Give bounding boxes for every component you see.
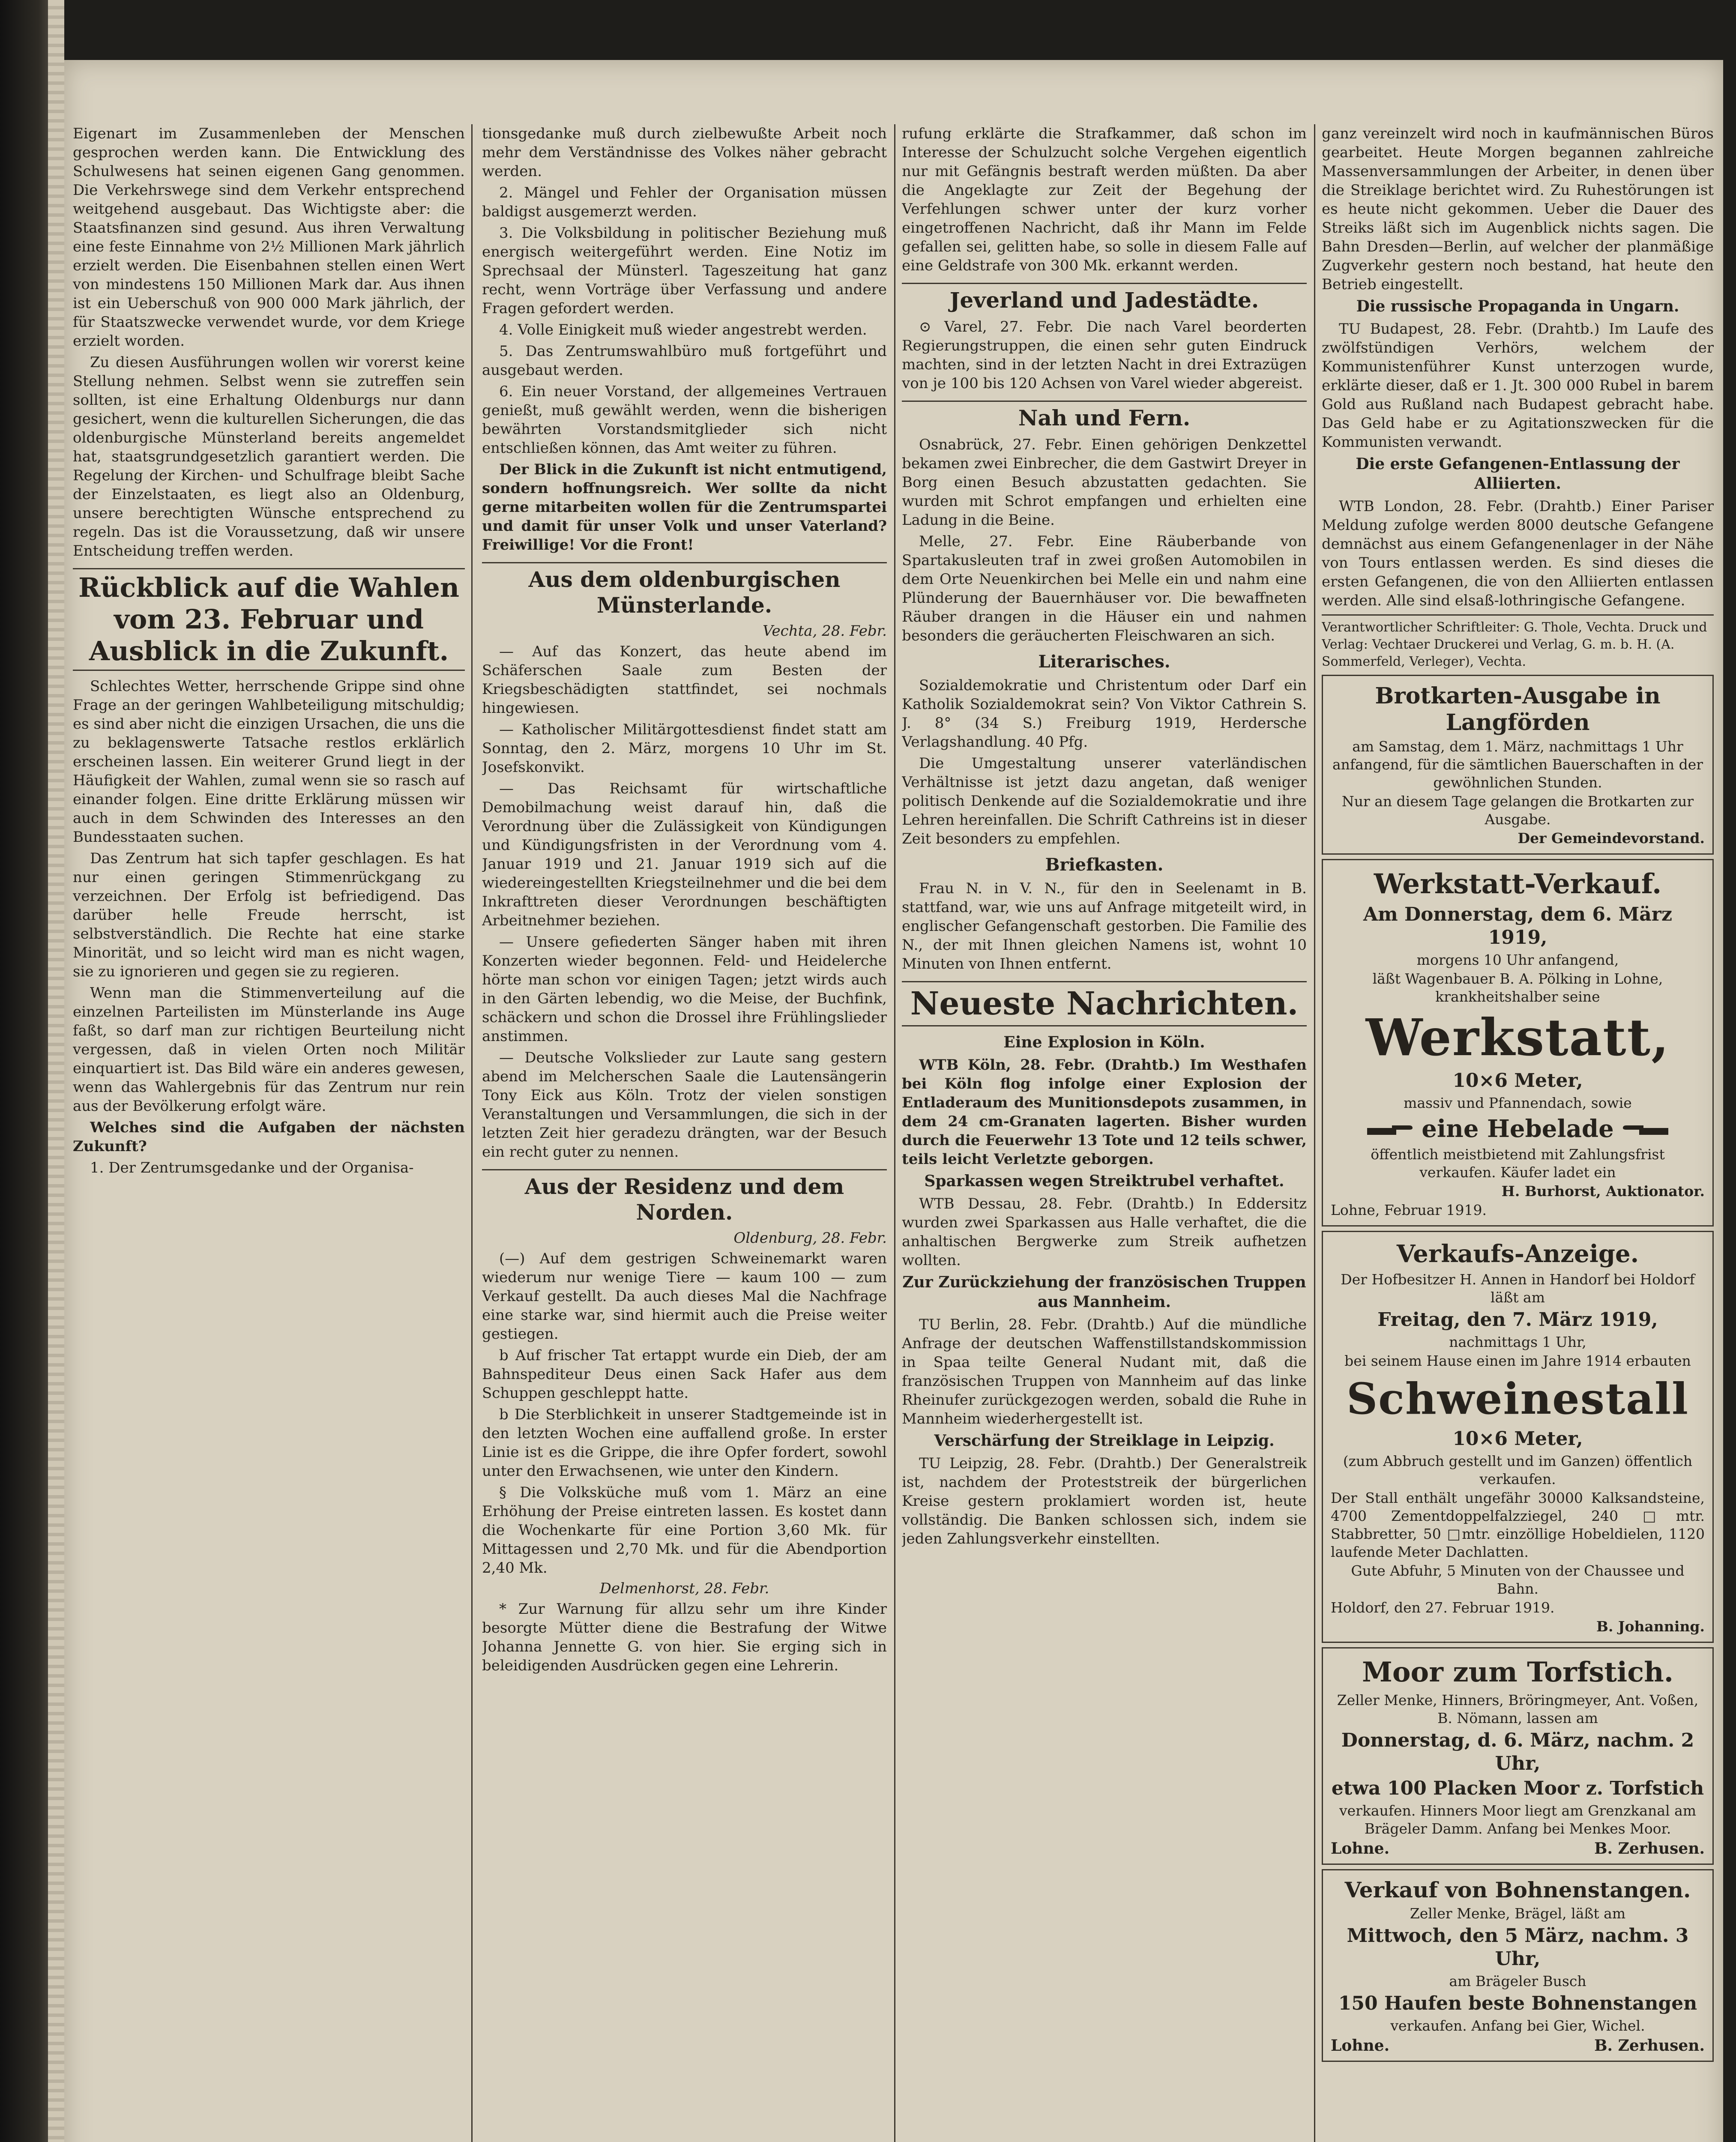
ad-signature: B. Johanning. xyxy=(1596,1618,1705,1635)
article-paragraph: Schlechtes Wetter, herrschende Grippe sind ohne Frage an der geringen Wahlbeteiligung mitschuldig; es sind aber nicht die einzigen Ursachen, die uns die zu beklagenswerte Tatsache restlos erklärlich erscheinen lassen. Ein weiterer Grund liegt in der Häufigkeit der Wahlen, zumal wenn sie so rasch auf einander folgen. Eine dritte Erklärung müssen wir auch in dem Schwinden des Interesses an den Bundesstaaten suchen. xyxy=(73,678,465,846)
section-heading: Literarisches. xyxy=(1038,652,1170,672)
ad-text: Nur an diesem Tage gelangen die Brotkarten zur Ausgabe. xyxy=(1341,793,1694,828)
news-subheading: Die erste Gefangenen-Entlassung der Alliierten. xyxy=(1356,455,1680,493)
article-paragraph: Melle, 27. Febr. Eine Räuberbande von Spartakusleuten traf in zwei großen Automobilen in dem Orte Neuenkirchen bei Melle ein und nahm eine Plünderung der Bauernhäuser vor. Die bewaffneten Räuber drangen in die Häuser ein und nahmen besonders die geräucherten Fleischwaren an sich. xyxy=(902,533,1307,644)
column-rule xyxy=(471,124,473,2142)
ad-item-line xyxy=(1331,1114,1705,1144)
ad-text: verkaufen. Hinners Moor liegt am Grenzkanal am Brägeler Damm. Anfang bei Menkes Moor. xyxy=(1339,1802,1697,1837)
article-paragraph: TU Berlin, 28. Febr. (Drahtb.) Auf die mündliche Anfrage der deutschen Waffenstillstandskommission in Spaa teilte General Nudant mit, daß die französischen Truppen von Mannheim auf das linke Rheinufer zurückgezogen werden, sobald die Ruhe in Mannheim wiederhergestellt ist. xyxy=(902,1316,1307,1427)
news-subheading: Die russische Propaganda in Ungarn. xyxy=(1356,297,1679,315)
ad-item: eine Hebelade xyxy=(1422,1115,1614,1143)
article-paragraph: 4. Volle Einigkeit muß wieder angestrebt werden. xyxy=(499,321,867,338)
article-paragraph: (—) Auf dem gestrigen Schweinemarkt waren wiederum nur wenige Tiere — kaum 100 — zum Verkauf gestellt. Da auch dieses Mal die Nachfrage eine starke war, sind hiermit auch die Preise weiter gestiegen. xyxy=(482,1250,887,1343)
ad-date: Am Donnerstag, dem 6. März 1919, xyxy=(1363,903,1672,948)
advertisement-werkstatt xyxy=(1322,859,1714,1227)
article-paragraph: WTB London, 28. Febr. (Drahtb.) Einer Pariser Meldung zufolge werden 8000 deutsche Gefangene demnächst aus einem Gefangenenlager in der Nähe von Tours entlassen werden. Es sind dieses die ersten Gefangenen, die von den Alliierten entlassen werden. Alle sind elsaß-lothringische Gefangene. xyxy=(1322,498,1714,609)
news-subheading: Zur Zurückziehung der französischen Truppen aus Mannheim. xyxy=(902,1273,1306,1311)
article-paragraph: Wenn man die Stimmenverteilung auf die einzelnen Parteilisten im Münsterlande ins Auge faßt, so darf man zur richtigen Beurteilung nicht vergessen, daß in vielen Orten noch Militär einquartiert ist. Das Bild wäre ein anderes gewesen, wenn das Wahlergebnis für das Zentrum nur rein aus der Bevölkerung erfolgt wäre. xyxy=(73,984,465,1115)
section-heading: Jeverland und Jadestädte. xyxy=(902,283,1307,313)
ad-big-word: Werkstatt, xyxy=(1365,1008,1670,1067)
article-paragraph: — Auf das Konzert, das heute abend im Schäferschen Saale zum Besten der Kriegsbeschädigten stattfindet, sei nochmals hingewiesen. xyxy=(482,643,887,717)
ad-text: verkaufen. Anfang bei Gier, Wichel. xyxy=(1390,2017,1645,2034)
ad-size: 10×6 Meter, xyxy=(1452,1428,1583,1450)
ad-text: am Samstag, dem 1. März, nachmittags 1 Uhr anfangend, für die sämtlichen Bauerschaften in der gewöhnlichen Stunden. xyxy=(1332,738,1703,791)
article-paragraph: Die Umgestaltung unserer vaterländischen Verhältnisse ist jetzt dazu angetan, daß weniger politisch Denkende auf die Sozialdemokratie und ihre Lehren hereinfallen. Die Schrift Cathreins ist in dieser Zeit besonders zu empfehlen. xyxy=(902,755,1307,847)
ad-text: bei seinem Hause einen im Jahre 1914 erbauten xyxy=(1344,1352,1691,1369)
ad-place: Holdorf, den 27. Februar 1919. xyxy=(1331,1599,1555,1616)
pointing-hand-icon xyxy=(1366,1122,1413,1139)
ad-title: Moor zum Torfstich. xyxy=(1362,1656,1673,1688)
advertisement-brotkarten xyxy=(1322,675,1714,855)
column-2 xyxy=(482,124,887,2142)
article-paragraph: 2. Mängel und Fehler der Organisation müssen baldigst ausgemerzt werden. xyxy=(482,184,887,220)
article-paragraph: WTB Dessau, 28. Febr. (Drahtb.) In Eddersitz wurden zwei Sparkassen aus Halle verhaftet, die die anhaltischen Bergwerke zum Streik aufhetzen wollten. xyxy=(902,1195,1307,1269)
ad-big-word: 150 Haufen beste Bohnenstangen xyxy=(1338,1992,1697,2014)
article-paragraph: TU Budapest, 28. Febr. (Drahtb.) Im Laufe des zwölfstündigen Verhörs, welchem der Kommunistenführer Kunst unterzogen wurde, erklärte dieser, daß er 1. Jt. 300 000 Rubel in barem Gold aus Rußland nach Budapest gebracht habe. Das Geld habe er zu Agitationszwecken für die Kommunisten verwandt. xyxy=(1322,320,1714,451)
ad-size: 10×6 Meter, xyxy=(1452,1070,1583,1092)
ad-signature: H. Burhorst, Auktionator. xyxy=(1501,1183,1705,1200)
page-edges xyxy=(48,0,64,2142)
ad-text: läßt Wagenbauer B. A. Pölking in Lohne, krankheitshalber seine xyxy=(1372,970,1663,1005)
column-3 xyxy=(902,124,1307,2142)
ad-place: Lohne. xyxy=(1331,1840,1390,1858)
dateline: Vechta, 28. Febr. xyxy=(763,622,887,640)
article-paragraph: b Die Sterblichkeit in unserer Stadtgemeinde ist in den letzten Wochen eine auffallend große. In erster Linie ist es die Grippe, die ihre Opfer fordert, sowohl unter den Erwachsenen, wie unter den Kindern. xyxy=(482,1406,887,1480)
ad-date: Freitag, den 7. März 1919, xyxy=(1377,1309,1658,1331)
ad-big-word: etwa 100 Placken Moor z. Torfstich xyxy=(1331,1777,1704,1799)
imprint: Verantwortlicher Schriftleiter: G. Thole, Vechta. Druck und Verlag: Vechtaer Druckerei und Verlag, G. m. b. H. (A. Sommerfeld, Verleger), Vechta. xyxy=(1322,614,1714,670)
ad-footer xyxy=(1331,1839,1705,1858)
article-paragraph: — Katholischer Militärgottesdienst findet statt am Sonntag, den 2. März, morgens 10 Uhr im St. Josefskonvikt. xyxy=(482,721,887,776)
article-paragraph: 5. Das Zentrumswahlbüro muß fortgeführt und ausgebaut werden. xyxy=(482,343,887,379)
article-paragraph: 6. Ein neuer Vorstand, der allgemeines Vertrauen genießt, muß gewählt werden, wenn die bisherigen bewährten Vorstandsmitglieder sich nicht entschließen können, das Amt weiter zu führen. xyxy=(482,383,887,457)
ad-title: Brotkarten-Ausgabe in Langförden xyxy=(1375,683,1661,736)
column-1 xyxy=(73,124,465,2142)
article-paragraph: Das Zentrum hat sich tapfer geschlagen. Es hat nur einen geringen Stimmenrückgang zu verzeichnen. Der Erfolg ist befriedigend. Das darüber helle Freude herrscht, ist selbstverständlich. Die Rechte hat eine starke Minorität, und so leicht wird man es nicht wagen, sie zu ignorieren und gegen sie zu regieren. xyxy=(73,850,465,980)
ad-text: massiv und Pfannendach, sowie xyxy=(1404,1095,1632,1111)
ad-text: Der Hofbesitzer H. Annen in Handorf bei Holdorf läßt am xyxy=(1341,1271,1695,1306)
news-subheading: Eine Explosion in Köln. xyxy=(1003,1033,1205,1051)
ad-signature: B. Zerhusen. xyxy=(1594,2037,1705,2055)
ad-place: Lohne. xyxy=(1331,2037,1390,2055)
ad-time: morgens 10 Uhr anfangend, xyxy=(1416,951,1619,968)
ad-time: nachmittags 1 Uhr, xyxy=(1449,1334,1586,1350)
article-paragraph: Sozialdemokratie und Christentum oder Darf ein Katholik Sozialdemokrat sein? Von Viktor Cathrein S. J. 8° (34 S.) Freiburg 1919, Herdersche Verlagshandlung. 40 Pfg. xyxy=(902,677,1307,751)
news-subheading: Sparkassen wegen Streiktrubel verhaftet. xyxy=(924,1172,1284,1190)
article-paragraph: ⊙ Varel, 27. Febr. Die nach Varel beorderten Regierungstruppen, die einen sehr guten Eindruck machten, sind in der letzten Nacht in drei Extrazügen von je 100 bis 120 Achsen von Varel wieder abgereist. xyxy=(902,318,1307,392)
dateline: Oldenburg, 28. Febr. xyxy=(733,1230,887,1247)
article-paragraph: § Die Volksküche muß vom 1. März an eine Erhöhung der Preise eintreten lassen. Es kostet dann die Wochenkarte für eine Portion 3,60 Mk. für Mittagessen und 2,70 Mk. und für die Abendportion 2,40 Mk. xyxy=(482,1484,887,1577)
ad-date: Donnerstag, d. 6. März, nachm. 2 Uhr, xyxy=(1341,1729,1694,1774)
news-subheading: Verschärfung der Streiklage in Leipzig. xyxy=(934,1432,1275,1450)
article-paragraph: TU Leipzig, 28. Febr. (Drahtb.) Der Generalstreik ist, nachdem der Proteststreik der bürgerlichen Kreise gestern proklamiert worden ist, heute vollständig. Die Banken schlossen sich, indem sie jeden Zahlungsverkehr einstellten. xyxy=(902,1455,1307,1547)
advertisement-bohnenstangen xyxy=(1322,1869,1714,2062)
article-paragraph: — Unsere gefiederten Sänger haben mit ihren Konzerten wieder begonnen. Feld- und Heidelerche hörte man schon vor einigen Tagen; jetzt wirds auch in den Gärten lebendig, wo die Meise, der Buchfink, schäckern und schon die Drossel ihre Frühlingslieder anstimmen. xyxy=(482,933,887,1045)
article-paragraph: Zu diesen Ausführungen wollen wir vorerst keine Stellung nehmen. Selbst wenn sie zutreffen sein sollten, ist eine Erhaltung Oldenburgs nur dann gesichert, wenn die kulturellen Sicherungen, die das oldenburgische Münsterland bereits angemeldet hat, staatsgrundgesetzlich garantiert werden. Die Regelung der Kirchen- und Schulfrage bleibt Sache der Einzelstaaten, es liegt also an Oldenburg, unsere berechtigten Wünsche entsprechend zu regeln. Das ist die Voraussetzung, daß wir unsere Entscheidung treffen werden. xyxy=(73,354,465,559)
ad-text: am Brägeler Busch xyxy=(1449,1973,1586,1989)
column-rule xyxy=(1314,124,1315,2142)
ad-text: Zeller Menke, Hinners, Bröringmeyer, Ant. Voßen, B. Nömann, lassen am xyxy=(1337,1692,1699,1726)
article-paragraph: 1. Der Zentrumsgedanke und der Organisa- xyxy=(90,1159,414,1176)
article-paragraph: — Das Reichsamt für wirtschaftliche Demobilmachung weist darauf hin, daß die Verordnung über die Zulässigkeit von Kündigungen und Kündigungsfristen in der Verordnung vom 4. Januar 1919 und 21. Januar 1919 sich auf die wiedereingestellten Kriegsteilnehmer und die bei dem Inkrafttreten dieser Verordnungen beschäftigten Arbeitnehmer beziehen. xyxy=(482,780,887,929)
article-paragraph: — Deutsche Volkslieder zur Laute sang gestern abend im Melcherschen Saale die Lautensängerin Tony Eick aus Köln. Trotz der vielen sonstigen Veranstaltungen und Versammlungen, die sich in der letzten Zeit hier geradezu drängten, war der Besuch ein recht guter zu nennen. xyxy=(482,1049,887,1161)
column-4 xyxy=(1322,124,1714,2142)
article-paragraph: b Auf frischer Tat ertappt wurde ein Dieb, der am Bahnspediteur Deus einen Sack Hafer aus dem Schuppen geschleppt hatte. xyxy=(482,1347,887,1402)
dateline: Delmenhorst, 28. Febr. xyxy=(599,1580,769,1597)
ad-text: (zum Abbruch gestellt und im Ganzen) öffentlich verkaufen. xyxy=(1343,1453,1693,1487)
article-heading: Rückblick auf die Wahlen vom 23. Februar und Ausblick in die Zukunft. xyxy=(73,568,465,671)
article-paragraph: Welches sind die Aufgaben der nächsten Zukunft? xyxy=(73,1119,465,1155)
ad-place: Lohne, Februar 1919. xyxy=(1331,1202,1487,1218)
section-heading: Aus der Residenz und dem Norden. xyxy=(482,1169,887,1225)
ad-signature: B. Zerhusen. xyxy=(1594,1840,1705,1858)
ad-text: öffentlich meistbietend mit Zahlungsfrist verkaufen. Käufer ladet ein xyxy=(1371,1146,1665,1181)
ad-signature: Der Gemeindevorstand. xyxy=(1518,830,1705,847)
section-heading: Aus dem oldenburgischen Münsterlande. xyxy=(482,562,887,618)
article-paragraph: tionsgedanke muß durch zielbewußte Arbeit noch mehr dem Verständnisse des Volkes näher gebracht werden. xyxy=(482,125,887,180)
ad-text: Gute Abfuhr, 5 Minuten von der Chaussee und Bahn. xyxy=(1351,1562,1685,1597)
article-paragraph: Osnabrück, 27. Febr. Einen gehörigen Denkzettel bekamen zwei Einbrecher, die dem Gastwirt Dreyer in Borg einen Besuch abzustatten gedachten. Sie wurden mit Schrot empfangen und erhielten eine Ladung in die Beine. xyxy=(902,436,1307,529)
ad-footer xyxy=(1331,2036,1705,2055)
advertisement-moor xyxy=(1322,1647,1714,1865)
article-paragraph: Der Blick in die Zukunft ist nicht entmutigend, sondern hoffnungsreich. Wer sollte da nicht gerne mitarbeiten wollen für die Zentrumspartei und damit für unser Volk und unser Vaterland? Freiwillige! Vor die Front! xyxy=(482,461,887,553)
ad-title: Werkstatt-Verkauf. xyxy=(1374,868,1662,900)
advertisement-schweinestall xyxy=(1322,1231,1714,1643)
ad-text: Der Stall enthält ungefähr 30000 Kalksandsteine, 4700 Zementdoppelfalzziegel, 240 □mtr. Stabbretter, 50 □mtr. einzöllige Hobeldielen, 1120 laufende Meter Dachlatten. xyxy=(1331,1490,1705,1560)
newspaper-page xyxy=(64,60,1723,2142)
article-paragraph: WTB Köln, 28. Febr. (Drahtb.) Im Westhafen bei Köln flog infolge einer Explosion der Entladeraum des Munitionsdepots zusammen, in dem 24 cm-Granaten lagerten. Bisher wurden durch die Feuerwehr 13 Tote und 12 teils schwer, teils leicht Verletzte geborgen. xyxy=(902,1056,1307,1168)
article-paragraph: Eigenart im Zusammenleben der Menschen gesprochen werden kann. Die Entwicklung des Schulwesens hat seinen eigenen Gang genommen. Die Verkehrswege sind dem Verkehr entsprechend weitgehend ausgebaut. Das Wichtigste aber: die Staatsfinanzen sind gesund. Aus ihren Verwaltung eine feste Einnahme von 2½ Millionen Mark jährlich erzielt werden. Die Eisenbahnen stellen einen Wert von mindestens 150 Millionen Mark dar. Aus ihnen ist ein Ueberschuß von 900 000 Mark jährlich, der für Staatszwecke verwendet wurde, vor dem Kriege erzielt worden. xyxy=(73,125,465,350)
article-paragraph: * Zur Warnung für allzu sehr um ihre Kinder besorgte Mütter diene die Bestrafung der Witwe Johanna Jennette G. von hier. Sie erging sich in beleidigenden Ausdrücken gegen eine Lehrerin. xyxy=(482,1601,887,1674)
article-paragraph: Frau N. in V. N., für den in Seelenamt in B. stattfand, war, wie uns auf Anfrage mitgeteilt wird, in englischer Gefangenschaft gestorben. Die Familie des N., der mit Ihnen gleichen Namens ist, wohnt 10 Minuten von Ihnen entfernt. xyxy=(902,880,1307,972)
ad-big-word: Schweinestall xyxy=(1346,1373,1689,1424)
article-paragraph: 3. Die Volksbildung in politischer Beziehung muß energisch weitergeführt werden. Eine Notiz im Sprechsaal der Münsterl. Tageszeitung hat ganz recht, wenn Vorträge über Verfassung und andere Fragen gefordert werden. xyxy=(482,224,887,317)
article-paragraph: rufung erklärte die Strafkammer, daß schon im Interesse der Schulzucht solche Vergehen eigentlich nur mit Gefängnis bestraft werden müßten. Da aber die Angeklagte zur Zeit der Begehung der Verfehlungen schwer unter der kurz vorher eingetroffenen Nachricht, daß ihr Mann im Felde gefallen sei, gelitten habe, so solle in diesem Falle auf eine Geldstrafe von 300 Mk. erkannt werden. xyxy=(902,125,1307,274)
article-paragraph: ganz vereinzelt wird noch in kaufmännischen Büros gearbeitet. Heute Morgen begannen zahlreiche Massenversammlungen der Arbeiter, in denen über die Streiklage berichtet wird. Zu Ruhestörungen ist es heute nicht gekommen. Ueber die Dauer des Streiks läßt sich im Augenblick nichts sagen. Die Bahn Dresden—Berlin, auf welcher der planmäßige Zugverkehr gestern noch bestand, hat heute den Betrieb eingestellt. xyxy=(1322,125,1714,293)
pointing-hand-icon xyxy=(1622,1122,1669,1139)
section-heading: Neueste Nachrichten. xyxy=(902,981,1307,1026)
ad-text: Zeller Menke, Brägel, läßt am xyxy=(1410,1905,1626,1922)
ad-title: Verkaufs-Anzeige. xyxy=(1396,1240,1639,1268)
ad-date: Mittwoch, den 5 März, nachm. 3 Uhr, xyxy=(1347,1925,1689,1970)
ad-title: Verkauf von Bohnenstangen. xyxy=(1344,1877,1691,1903)
section-heading: Briefkasten. xyxy=(1045,855,1164,875)
column-rule xyxy=(894,124,895,2142)
section-heading: Nah und Fern. xyxy=(902,401,1307,431)
